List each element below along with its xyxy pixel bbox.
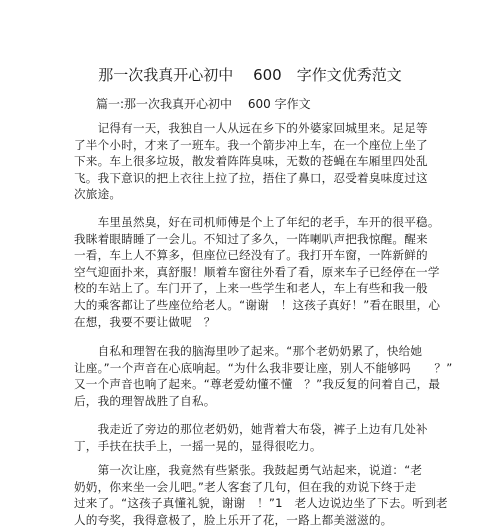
paragraph-line: 空气迎面扑来，真舒服！顺着车窗往外看了看，原来车子已经停在一学 <box>74 264 440 279</box>
paragraph-line: 大的乘客都让了些座位给老人。“谢谢 ！这孩子真好！”看在眼里，心 <box>74 297 441 312</box>
paragraph-line: 车里虽然臭，好在司机师傅是个上了年纪的老手，车开的很平稳。 <box>74 215 440 229</box>
paragraph-line: 丁，手扶在扶手上，一摇一晃的，显得很吃力。 <box>74 438 322 453</box>
paragraph-3 <box>74 343 453 409</box>
paragraph-line: 了半个小时，才来了一班车。我一个箭步冲上车，在一个座位上坐了 <box>74 137 428 152</box>
paragraph-line: 让座。”一个声音在心底响起。“为什么我非要让座，别人不能够吗 ？” <box>74 360 453 375</box>
paragraph-line: 在想，我要不要让做呢 ？ <box>74 314 216 329</box>
paragraph-line: 人的夸奖，我得意极了，脸上乐开了花，一路上都美滋滋的。 <box>74 512 393 527</box>
paragraph-line: 一看，车上人不算多，但座位已经没有了。我打开车窗，一阵新鲜的 <box>74 248 428 263</box>
paragraph-line: 我走近了旁边的那位老奶奶，她背着大布袋，裤子上边有几处补 <box>74 422 428 436</box>
paragraph-line: 记得有一天，我独自一人从远在乡下的外婆家回城里来。足足等 <box>74 121 428 135</box>
document-title: 那一次我真开心初中 600 字作文优秀范文 <box>98 66 402 84</box>
paragraph-1 <box>74 120 428 203</box>
paragraph-line: 第一次让座，我竟然有些紧张。我鼓起勇气站起来，说道：“老 <box>74 463 423 477</box>
paragraph-line: 我眯着眼睛睡了一会儿。不知过了多久，一阵喇叭声把我惊醒。醒来 <box>74 231 428 246</box>
paragraph-line: 飞。我下意识的把上衣往上拉了拉，捂住了鼻口，忍受着臭味度过这 <box>74 170 428 185</box>
paragraph-line: 奶奶，你来坐一会儿吧。”老人客套了几句，但在我的劝说下终于走 <box>74 479 417 494</box>
paragraph-line: 过来了。“这孩子真懂礼貌，谢谢 ！”1 老人边说边坐了下去。听到老 <box>74 496 448 511</box>
paragraph-5 <box>74 462 448 528</box>
document-subtitle: 篇一:那一次我真开心初中 600 字作文 <box>96 97 311 111</box>
paragraph-line: 次旅途。 <box>74 187 122 202</box>
paragraph-line: 下来。车上很多垃圾，散发着阵阵臭味，无数的苍蝇在车厢里四处乱 <box>74 154 428 169</box>
paragraph-line: 后，我的理智战胜了自私。 <box>74 393 216 408</box>
paragraph-4 <box>74 421 428 454</box>
paragraph-line: 校的车站上了。车门开了，上来一些学生和老人，车上有些和我一般 <box>74 281 428 296</box>
paragraph-line: 自私和理智在我的脑海里吵了起来。“那个老奶奶累了，快给她 <box>74 344 423 358</box>
paragraph-2 <box>74 214 441 330</box>
paragraph-line: 又一个声音也响了起来。“尊老爱幼懂不懂 ？”我反复的问着自己，最 <box>74 377 441 392</box>
